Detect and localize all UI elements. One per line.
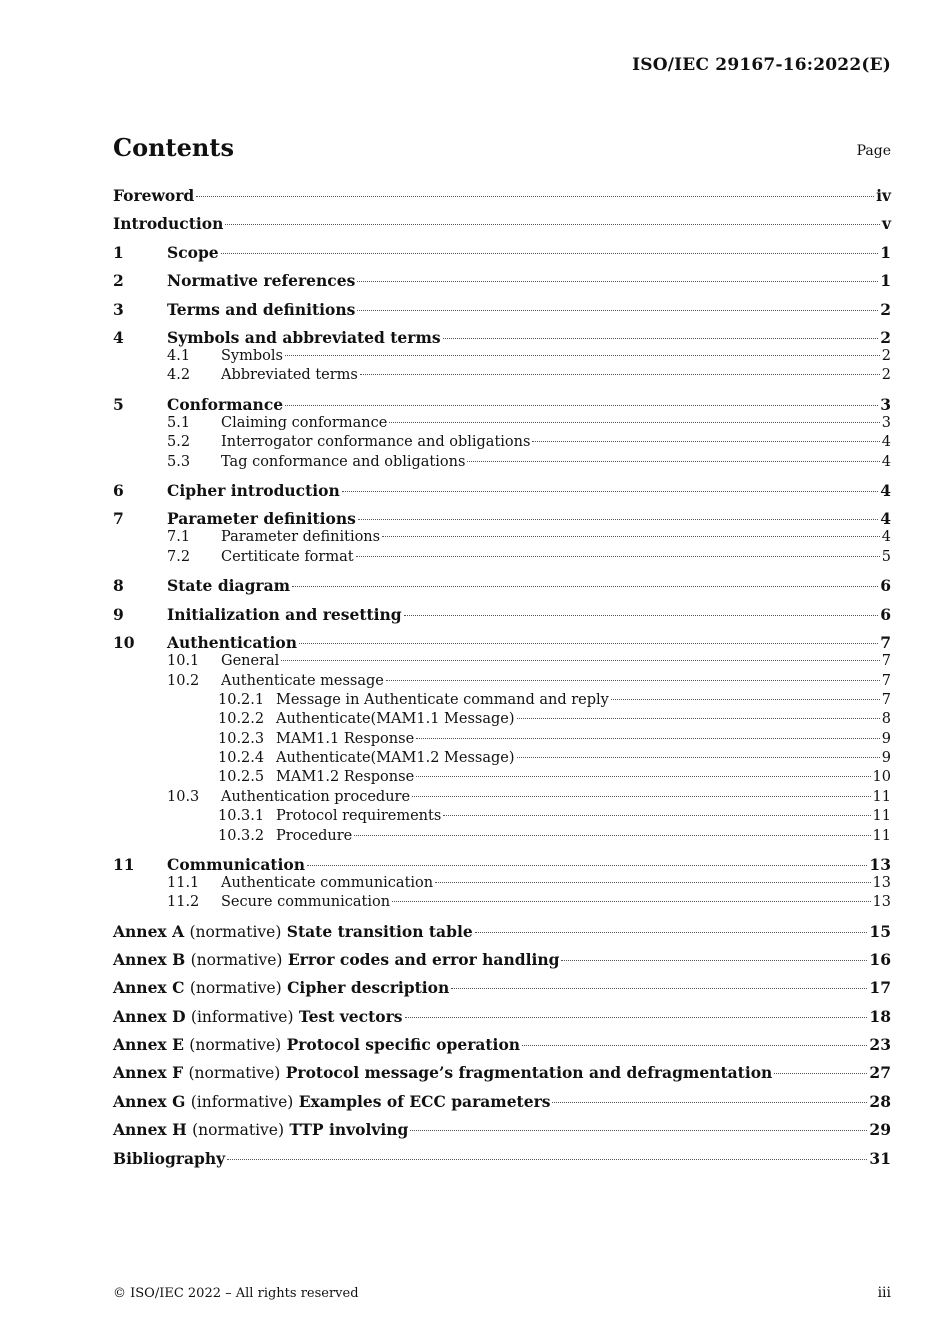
dot-leader xyxy=(416,776,870,777)
dot-leader xyxy=(221,253,879,254)
dot-leader xyxy=(774,1073,867,1074)
dot-leader xyxy=(435,882,870,883)
toc-page-number: 4 xyxy=(881,529,891,545)
annex-title: Examples of ECC parameters xyxy=(298,1092,551,1111)
toc-entry-title: Interrogator conformance and obligations xyxy=(221,434,531,450)
toc-entry-number: 11.1 xyxy=(167,875,200,891)
annex-title: Test vectors xyxy=(298,1007,403,1026)
toc-entry-title xyxy=(113,1092,550,1111)
dot-leader xyxy=(299,643,878,644)
toc-page-number: 7 xyxy=(880,633,891,652)
toc-entry-number: 5.1 xyxy=(167,415,191,431)
dot-leader xyxy=(475,932,868,933)
toc-page-number: 23 xyxy=(869,1035,891,1054)
toc-entry-title xyxy=(113,1063,772,1082)
toc-entry[interactable] xyxy=(167,454,891,474)
toc-entry-number: 10.3.2 xyxy=(218,828,265,844)
dot-leader xyxy=(285,355,880,356)
toc-entry-number: 1 xyxy=(113,243,124,262)
toc-page-number: 9 xyxy=(881,750,891,766)
toc-entry-number: 7.2 xyxy=(167,549,191,565)
copyright-notice: © ISO/IEC 2022 – All rights reserved xyxy=(113,1286,359,1301)
toc-entry-title xyxy=(113,950,559,969)
toc-entry-number: 7.1 xyxy=(167,529,191,545)
toc-entry-number: 6 xyxy=(113,481,124,500)
dot-leader xyxy=(517,757,880,758)
toc-page-number: 5 xyxy=(881,549,891,565)
toc-entry[interactable] xyxy=(113,855,891,875)
toc-entry-title: Cipher introduction xyxy=(167,481,340,500)
toc-entry[interactable] xyxy=(218,711,891,731)
toc-page-number: 11 xyxy=(872,789,891,805)
annex-letter: Annex B xyxy=(113,950,186,969)
toc-entry-title xyxy=(113,1120,408,1139)
dot-leader xyxy=(410,1130,867,1131)
toc-page-number: 4 xyxy=(880,481,891,500)
toc-entry[interactable] xyxy=(113,481,891,501)
page-number: iii xyxy=(877,1285,891,1301)
toc-entry[interactable] xyxy=(113,271,891,291)
toc-entry[interactable] xyxy=(113,243,891,263)
dot-leader xyxy=(552,1102,867,1103)
dot-leader xyxy=(405,1017,868,1018)
toc-entry-title: Scope xyxy=(167,243,219,262)
toc-page-number: 13 xyxy=(872,875,891,891)
dot-leader xyxy=(389,422,879,423)
toc-page-number: 15 xyxy=(869,922,891,941)
toc-entry[interactable] xyxy=(113,395,891,415)
annex-type: (normative) xyxy=(189,923,282,941)
toc-entry-title: MAM1.2 Response xyxy=(276,769,415,785)
dot-leader xyxy=(358,519,878,520)
dot-leader xyxy=(354,835,870,836)
dot-leader xyxy=(412,796,871,797)
toc-entry-title xyxy=(113,1035,520,1054)
toc-entry-title: MAM1.1 Response xyxy=(276,731,415,747)
toc-entry-number: 9 xyxy=(113,605,124,624)
toc-entry[interactable] xyxy=(167,789,891,809)
toc-page-number: 10 xyxy=(872,769,891,785)
dot-leader xyxy=(404,615,879,616)
toc-entry-number: 5.2 xyxy=(167,434,191,450)
toc-entry-title: Symbols and abbreviated terms xyxy=(167,328,441,347)
toc-entry[interactable] xyxy=(113,605,891,625)
toc-page-number: 7 xyxy=(881,673,891,689)
toc-annex-entry[interactable] xyxy=(113,1092,891,1112)
toc-page-number: 11 xyxy=(872,828,891,844)
annex-letter: Annex H xyxy=(113,1120,187,1139)
toc-entry-title: Parameter definitions xyxy=(221,529,381,545)
dot-leader xyxy=(382,536,880,537)
dot-leader xyxy=(225,224,880,225)
dot-leader xyxy=(443,338,879,339)
toc-entry-number: 10.2.5 xyxy=(218,769,265,785)
toc-page-number: 6 xyxy=(880,576,891,595)
toc-page-number: 31 xyxy=(869,1149,891,1168)
toc-entry-title: Claiming conformance xyxy=(221,415,388,431)
toc-entry-number: 4 xyxy=(113,328,124,347)
toc-page-number: 16 xyxy=(869,950,891,969)
toc-entry[interactable] xyxy=(218,731,891,751)
toc-page-number: 1 xyxy=(880,271,891,290)
dot-leader xyxy=(517,718,880,719)
toc-entry-number: 4.2 xyxy=(167,367,191,383)
toc-entry-number: 10 xyxy=(113,633,135,652)
annex-letter: Annex G xyxy=(113,1092,186,1111)
toc-page-number: 4 xyxy=(880,509,891,528)
toc-entry-title: Introduction xyxy=(113,214,224,233)
toc-entry-title: Normative references xyxy=(167,271,356,290)
toc-page-number: 4 xyxy=(881,434,891,450)
toc-entry[interactable] xyxy=(218,808,891,828)
toc-entry-title: Foreword xyxy=(113,186,195,205)
toc-entry-title: Abbreviated terms xyxy=(221,367,358,383)
toc-entry-title: Initialization and resetting xyxy=(167,605,402,624)
toc-entry[interactable] xyxy=(218,828,891,848)
toc-page-number: 6 xyxy=(880,605,891,624)
toc-entry-number: 10.3.1 xyxy=(218,808,265,824)
toc-entry[interactable] xyxy=(218,750,891,770)
toc-page-number: 2 xyxy=(881,348,891,364)
contents-heading: Contents xyxy=(113,133,234,162)
toc-entry-number: 5.3 xyxy=(167,454,191,470)
toc-entry-title: State diagram xyxy=(167,576,291,595)
toc-entry[interactable] xyxy=(113,509,891,529)
toc-entry[interactable] xyxy=(113,328,891,348)
toc-page-number: 13 xyxy=(872,894,891,910)
dot-leader xyxy=(532,441,879,442)
toc-entry-title: Procedure xyxy=(276,828,353,844)
dot-leader xyxy=(522,1045,867,1046)
annex-type: (normative) xyxy=(189,1036,282,1054)
toc-entry-title: Message in Authenticate command and reply xyxy=(276,692,609,708)
dot-leader xyxy=(285,405,878,406)
toc-entry-title: Secure communication xyxy=(221,894,391,910)
toc-entry[interactable] xyxy=(167,549,891,569)
toc-entry-number: 2 xyxy=(113,271,124,290)
dot-leader xyxy=(451,988,867,989)
annex-title: Error codes and error handling xyxy=(287,950,560,969)
toc-entry-number: 11.2 xyxy=(167,894,200,910)
dot-leader xyxy=(611,699,880,700)
annex-title: Protocol specific operation xyxy=(286,1035,521,1054)
toc-entry-title: Parameter definitions xyxy=(167,509,356,528)
toc-entry-title: Authenticate message xyxy=(221,673,384,689)
dot-leader xyxy=(281,660,879,661)
toc-entry-number: 10.1 xyxy=(167,653,200,669)
toc-entry-number: 10.2.1 xyxy=(218,692,265,708)
dot-leader xyxy=(357,281,878,282)
toc-page-number: 9 xyxy=(881,731,891,747)
toc-entry-number: 8 xyxy=(113,576,124,595)
dot-leader xyxy=(443,815,870,816)
toc-entry[interactable] xyxy=(167,653,891,673)
dot-leader xyxy=(356,556,880,557)
toc-entry[interactable] xyxy=(167,434,891,454)
toc-annex-entry[interactable] xyxy=(113,1035,891,1055)
toc-entry[interactable] xyxy=(113,186,891,206)
dot-leader xyxy=(196,196,874,197)
annex-type: (informative) xyxy=(190,1093,294,1111)
toc-page-number: 27 xyxy=(869,1063,891,1082)
annex-title: State transition table xyxy=(286,922,473,941)
dot-leader xyxy=(467,461,879,462)
annex-title: Protocol message’s fragmentation and defragmentation xyxy=(285,1063,773,1082)
toc-page-number: v xyxy=(881,214,891,233)
toc-entry-number: 10.2.4 xyxy=(218,750,265,766)
toc-entry[interactable] xyxy=(167,367,891,387)
toc-entry-title: Authenticate(MAM1.1 Message) xyxy=(276,711,515,727)
toc-entry-number: 11 xyxy=(113,855,135,874)
toc-entry[interactable] xyxy=(113,214,891,234)
toc-entry[interactable] xyxy=(113,1149,891,1169)
toc-annex-entry[interactable] xyxy=(113,1063,891,1083)
toc-page-number: 7 xyxy=(881,653,891,669)
annex-letter: Annex F xyxy=(113,1063,184,1082)
toc-entry-title: Conformance xyxy=(167,395,284,414)
toc-page-number: 2 xyxy=(880,328,891,347)
toc-page-number: 11 xyxy=(872,808,891,824)
toc-entry-title: Authenticate communication xyxy=(221,875,434,891)
toc-annex-entry[interactable] xyxy=(113,950,891,970)
toc-entry-title: Tag conformance and obligations xyxy=(221,454,466,470)
toc-annex-entry[interactable] xyxy=(113,1120,891,1140)
toc-page-number: 18 xyxy=(869,1007,891,1026)
annex-type: (normative) xyxy=(192,1121,284,1139)
toc-entry[interactable] xyxy=(218,769,891,789)
toc-page-number: 17 xyxy=(869,978,891,997)
annex-letter: Annex D xyxy=(113,1007,186,1026)
toc-entry-title xyxy=(113,978,449,997)
dot-leader xyxy=(416,738,880,739)
toc-page-number: 2 xyxy=(881,367,891,383)
toc-page-number: 7 xyxy=(881,692,891,708)
dot-leader xyxy=(357,310,878,311)
toc-entry-title: General xyxy=(221,653,280,669)
toc-entry-title: Certiticate format xyxy=(221,549,354,565)
toc-entry[interactable] xyxy=(167,673,891,693)
annex-title: Cipher description xyxy=(287,978,450,997)
toc-entry-number: 10.2.2 xyxy=(218,711,265,727)
toc-entry-title xyxy=(113,1007,403,1026)
toc-entry-number: 5 xyxy=(113,395,124,414)
toc-entry[interactable] xyxy=(167,875,891,895)
annex-type: (normative) xyxy=(189,979,282,997)
toc-annex-entry[interactable] xyxy=(113,922,891,942)
toc-entry[interactable] xyxy=(167,894,891,914)
toc-entry-title: Terms and definitions xyxy=(167,300,356,319)
toc-entry[interactable] xyxy=(167,415,891,435)
annex-letter: Annex A xyxy=(113,922,185,941)
toc-page-number: 1 xyxy=(880,243,891,262)
dot-leader xyxy=(360,374,880,375)
toc-page-number: iv xyxy=(876,186,891,205)
toc-entry[interactable] xyxy=(113,576,891,596)
toc-entry-title: Bibliography xyxy=(113,1149,226,1168)
dot-leader xyxy=(561,960,867,961)
annex-letter: Annex C xyxy=(113,978,185,997)
dot-leader xyxy=(307,865,867,866)
toc-entry-title: Authentication xyxy=(167,633,298,652)
toc-entry-title: Communication xyxy=(167,855,306,874)
dot-leader xyxy=(392,901,870,902)
toc-page-number: 13 xyxy=(869,855,891,874)
toc-entry[interactable] xyxy=(113,633,891,653)
dot-leader xyxy=(342,491,878,492)
toc-entry-number: 10.2.3 xyxy=(218,731,265,747)
toc-entry[interactable] xyxy=(113,300,891,320)
toc-entry-number: 10.3 xyxy=(167,789,200,805)
toc-entry[interactable] xyxy=(218,692,891,712)
toc-entry-title: Symbols xyxy=(221,348,283,364)
toc-entry-number: 10.2 xyxy=(167,673,200,689)
toc-entry-title: Authenticate(MAM1.2 Message) xyxy=(276,750,515,766)
annex-type: (informative) xyxy=(190,1008,294,1026)
annex-letter: Annex E xyxy=(113,1035,184,1054)
toc-annex-entry[interactable] xyxy=(113,1007,891,1027)
toc-page-number: 28 xyxy=(869,1092,891,1111)
annex-type: (normative) xyxy=(188,1064,281,1082)
toc-entry-number: 4.1 xyxy=(167,348,191,364)
toc-page-number: 4 xyxy=(881,454,891,470)
dot-leader xyxy=(292,586,878,587)
toc-page-number: 3 xyxy=(880,395,891,414)
toc-entry-number: 3 xyxy=(113,300,124,319)
toc-page-number: 8 xyxy=(881,711,891,727)
toc-entry-title: Protocol requirements xyxy=(276,808,442,824)
toc-entry[interactable] xyxy=(167,348,891,368)
toc-entry-title: Authentication procedure xyxy=(221,789,411,805)
toc-page-number: 2 xyxy=(880,300,891,319)
toc-entry-title xyxy=(113,922,473,941)
page-column-label: Page xyxy=(856,143,891,159)
annex-type: (normative) xyxy=(190,951,283,969)
toc-entry-number: 7 xyxy=(113,509,124,528)
toc-page-number: 29 xyxy=(869,1120,891,1139)
dot-leader xyxy=(386,680,880,681)
annex-title: TTP involving xyxy=(289,1120,409,1139)
toc-page-number: 3 xyxy=(881,415,891,431)
document-identifier: ISO/IEC 29167-16:2022(E) xyxy=(632,55,891,75)
dot-leader xyxy=(227,1159,867,1160)
toc-entry[interactable] xyxy=(167,529,891,549)
toc-annex-entry[interactable] xyxy=(113,978,891,998)
